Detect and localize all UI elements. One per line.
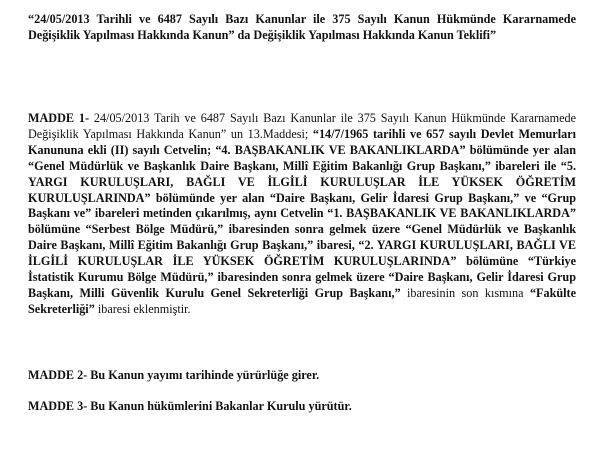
article-3: MADDE 3- Bu Kanun hükümlerini Bakanlar Kurulu yürütür. (28, 399, 352, 413)
article-1-amendment-text: “14/7/1965 tarihli ve 657 sayılı Devlet Memurları Kanununa ekli (II) sayılı Cetvelin; “4. BAŞBAKANLIK VE BAKANLIKLARDA” bölümünde yer alan “Genel Müdürlük ve Başkanlık Daire Başkanı, Millî Eğitim Bakanlığı Grup Başkanı,” ibareleri ile “5. YARGI KURULUŞLARI, BAĞLI VE İLGİLİ KURULUŞLAR İLE YÜKSEK ÖĞRETİM KURULUŞLARINDA” bölümünde yer alan “Daire Başkanı, Gelir İdaresi Grup Başkanı,” ve “Grup Başkanı ve” ibareleri metinden çıkarılmış, aynı Cetvelin “1. BAŞBAKANLIK VE BAKANLIKLARDA” bölümüne “Serbest Bölge Müdürü,” ibaresinden sonra gelmek üzere “Genel Müdürlük ve Başkanlık Daire Başkanı, Millî Eğitim Bakanlığı Grup Başkanı,” ibaresi, “2. YARGI KURULUŞLARI, BAĞLI VE İLGİLİ KURULUŞLAR İLE YÜKSEK ÖĞRETİM KURULUŞLARINDA” bölümüne “Türkiye İstatistik Kurumu Bölge Müdürü,” ibaresinden sonra gelmek üzere “Daire Başkanı, Gelir İdaresi Grup Başkanı, Milli Güvenlik Kurulu Genel Sekreterliği Grup Başkanı,” (28, 126, 576, 300)
article-1-heading: MADDE 1- (28, 111, 90, 125)
article-1-connector: ibaresinin son kısmına (400, 285, 530, 300)
article-1-intro: 24/05/2013 Tarih ve 6487 Sayılı Bazı Kanunlar ile 375 Sayılı Kanun Hükmünde Kararnamede Değişiklik Yapılması Hakkında Kanun” un 13.Maddesi; (28, 111, 576, 141)
article-2: MADDE 2- Bu Kanun yayımı tarihinde yürürlüğe girer. (28, 368, 320, 382)
article-1-closing: ibaresi eklenmiştir. (94, 301, 191, 316)
bill-title: “24/05/2013 Tarihli ve 6487 Sayılı Bazı Kanunlar ile 375 Sayılı Kanun Hükmünde Kararnamede Değişiklik Yapılması Hakkında Kanun” da Değişiklik Yapılması Hakkında Kanun Teklifi” (28, 12, 576, 42)
article-1 (28, 111, 576, 318)
article-1-added-phrase: “Fakülte Sekreterliği” (28, 285, 576, 316)
